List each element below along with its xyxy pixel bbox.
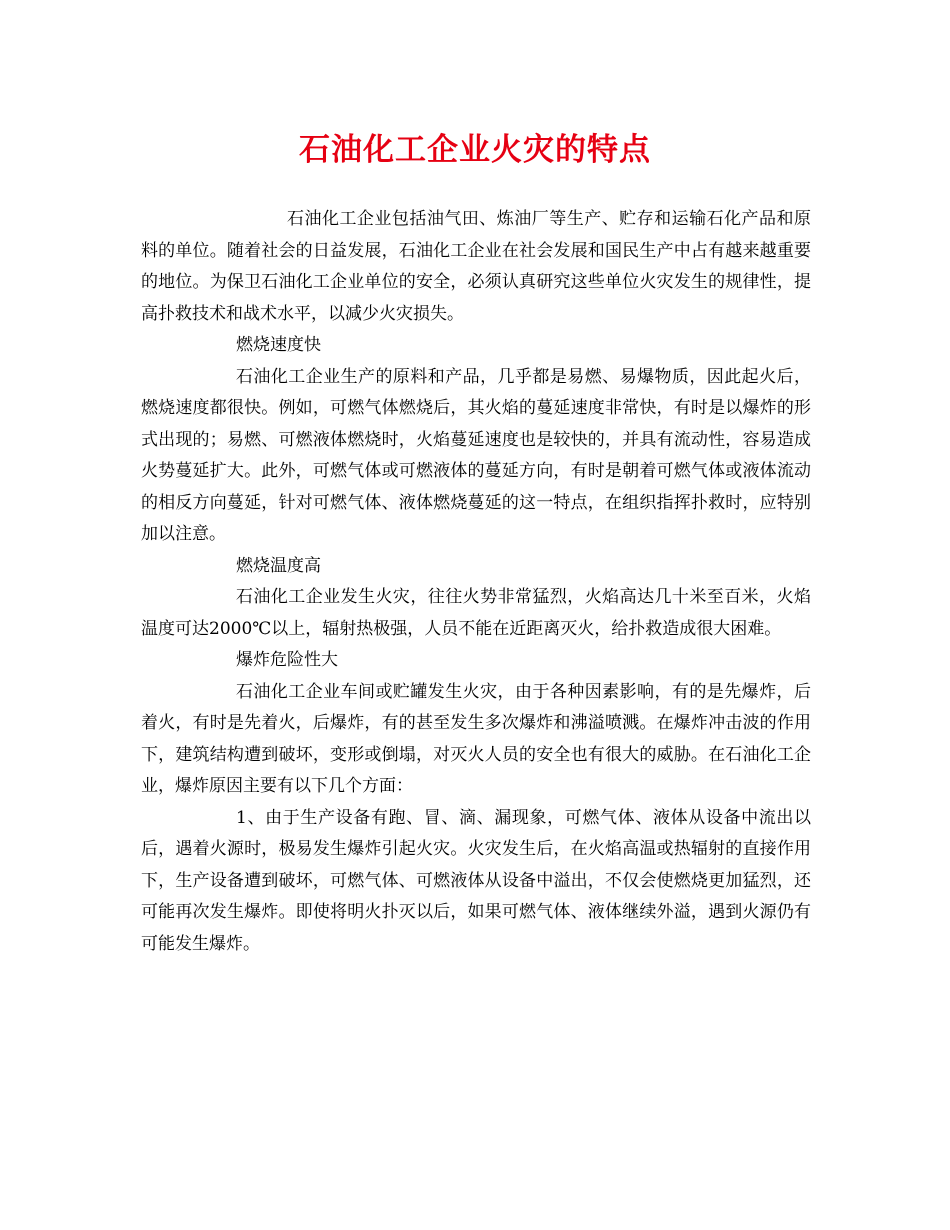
section-heading-explosion-risk: 爆炸危险性大 [236, 650, 338, 670]
section-paragraph-burning-speed: 石油化工企业生产的原料和产品，几乎都是易燃、易爆物质，因此起火后，燃烧速度都很快。例如，可燃气体燃烧后，其火焰的蔓延速度非常快，有时是以爆炸的形式出现的；易燃、可燃液体燃烧时，火焰蔓延速度也是较快的，并具有流动性，容易造成火势蔓延扩大。此外，可燃气体或可燃液体的蔓延方向，有时是朝着可燃气体或液体流动的相反方向蔓延，针对可燃气体、液体燃烧蔓延的这一特点，在组织指挥扑救时，应特别加以注意。 [141, 366, 811, 544]
list-item-explosion-cause-1: 1、由于生产设备有跑、冒、滴、漏现象，可燃气体、液体从设备中流出以后，遇着火源时，极易发生爆炸引起火灾。火灾发生后，在火焰高温或热辐射的直接作用下，生产设备遭到破坏，可燃气体、可燃液体从设备中溢出，不仅会使燃烧更加猛烈，还可能再次发生爆炸。即使将明火扑灭以后，如果可燃气体、液体继续外溢，遇到火源仍有可能发生爆炸。 [141, 807, 811, 954]
intro-paragraph: 石油化工企业包括油气田、炼油厂等生产、贮存和运输石化产品和原料的单位。随着社会的日益发展，石油化工企业在社会发展和国民生产中占有越来越重要的地位。为保卫石油化工企业单位的安全，必须认真研究这些单位火灾发生的规律性，提高扑救技术和战术水平，以减少火灾损失。 [141, 209, 811, 324]
section-heading-burning-speed: 燃烧速度快 [236, 335, 321, 355]
document-title: 石油化工企业火灾的特点 [299, 132, 651, 168]
document-body [141, 204, 811, 960]
section-paragraph-explosion-risk: 石油化工企业车间或贮罐发生火灾，由于各种因素影响，有的是先爆炸，后着火，有时是先着火，后爆炸，有的甚至发生多次爆炸和沸溢喷溅。在爆炸冲击波的作用下，建筑结构遭到破坏，变形或倒塌，对灭火人员的安全也有很大的威胁。在石油化工企业，爆炸原因主要有以下几个方面： [141, 681, 811, 796]
section-paragraph-burning-temperature: 石油化工企业发生火灾，往往火势非常猛烈，火焰高达几十米至百米，火焰温度可达2000℃以上，辐射热极强，人员不能在近距离灭火，给扑救造成很大困难。 [141, 587, 811, 639]
section-heading-burning-temperature: 燃烧温度高 [236, 555, 321, 576]
